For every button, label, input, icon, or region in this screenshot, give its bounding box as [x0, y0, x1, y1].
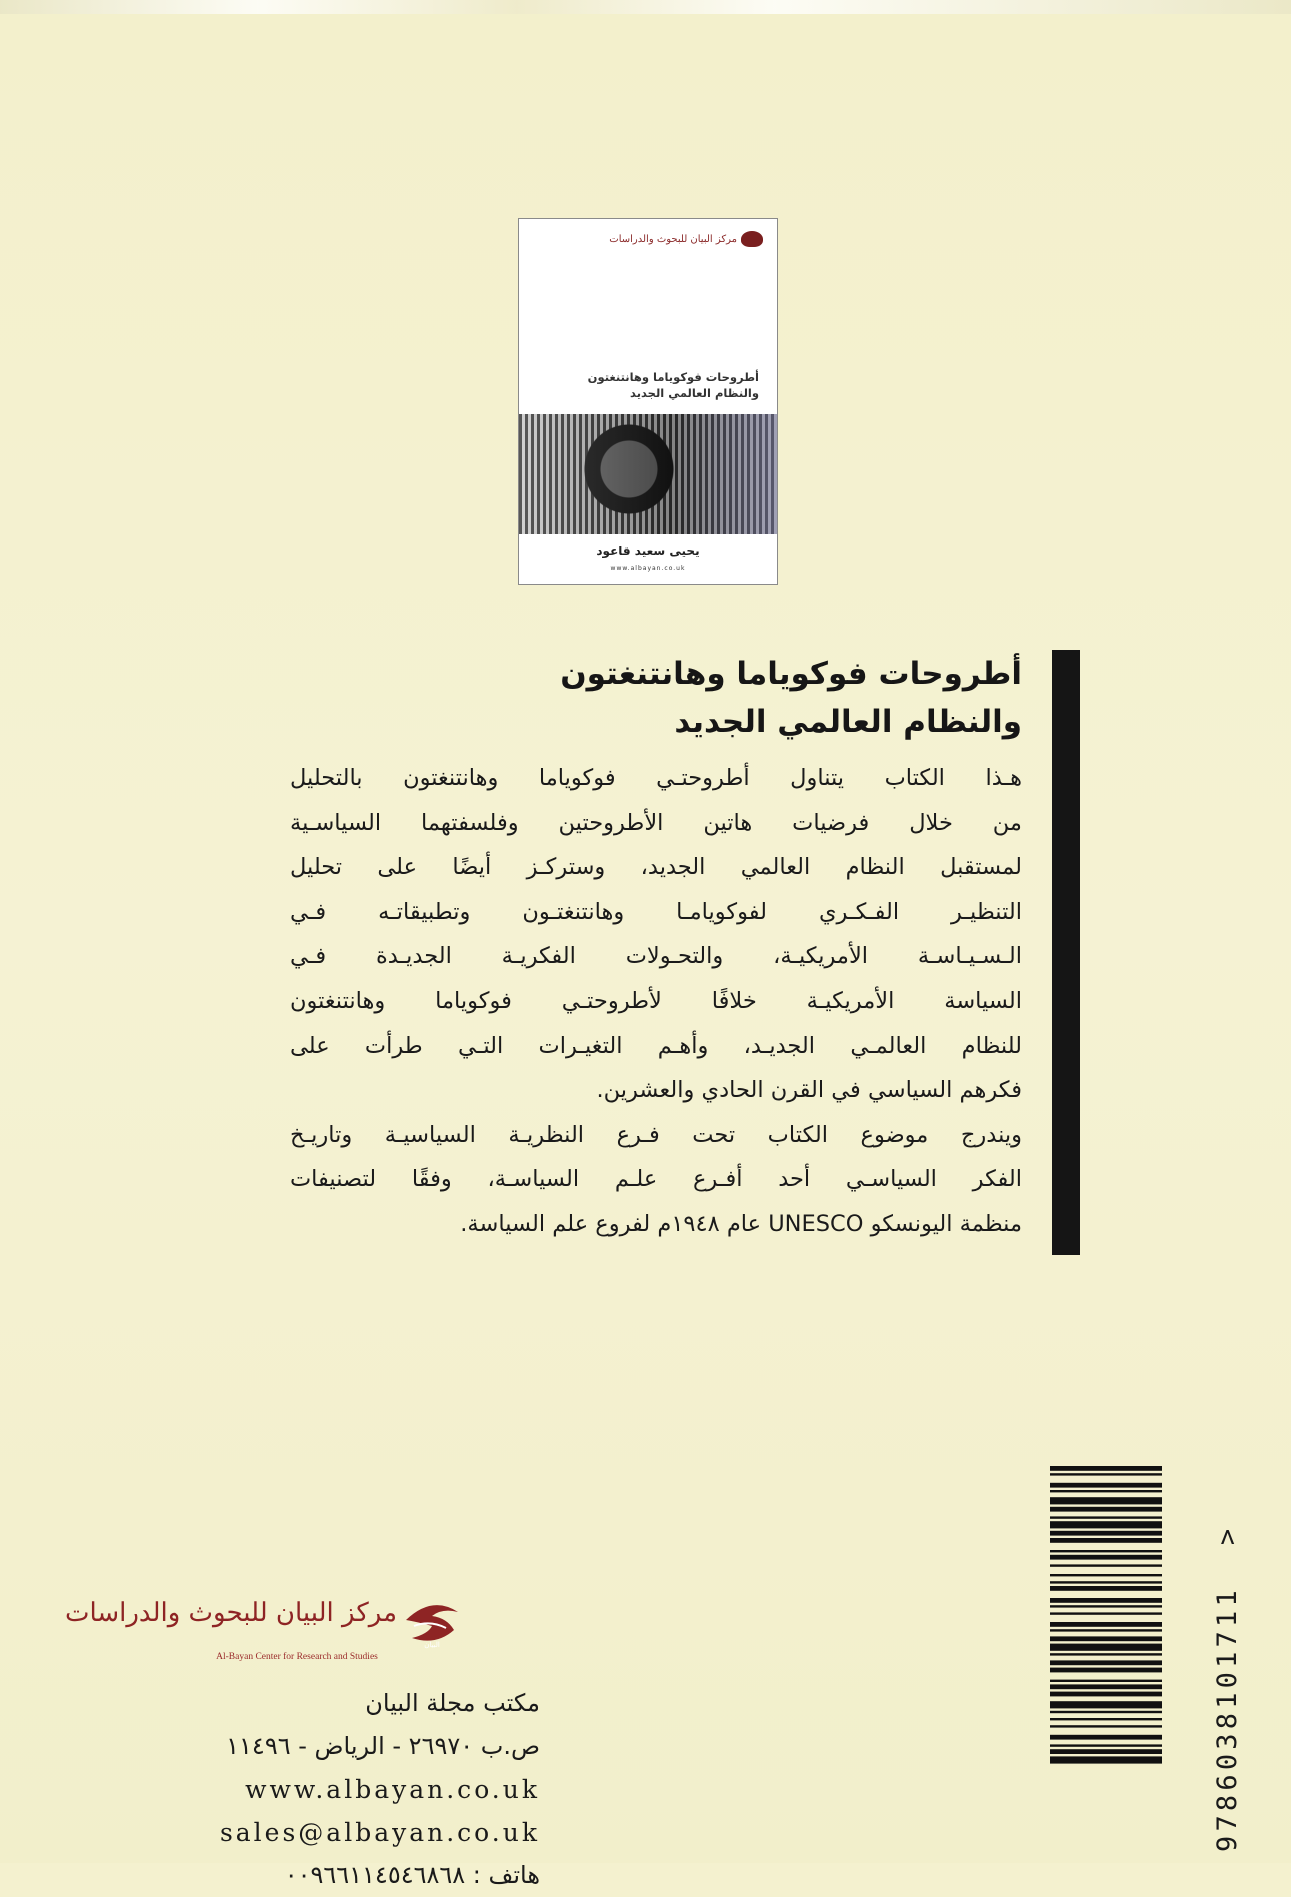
barcode-bar — [1050, 1644, 1162, 1651]
publisher-phone: هاتف : ٠٠٩٦٦١١٤٥٤٦٨٦٨ — [284, 1861, 540, 1889]
barcode-bar — [1050, 1581, 1162, 1583]
publisher-logo-arabic: مركز البيان للبحوث والدراسات — [64, 1598, 397, 1628]
barcode-bar — [1050, 1497, 1162, 1504]
barcode-bar — [1050, 1711, 1162, 1713]
publisher-logo — [64, 1590, 462, 1670]
blurb-line: منظمة اليونسكو UNESCO عام ١٩٤٨م لفروع علم السياسة. — [460, 1210, 1022, 1237]
publisher-name: مكتب مجلة البيان — [365, 1689, 540, 1717]
publisher-website-link[interactable]: www.albayan.co.uk — [245, 1775, 540, 1804]
barcode-bar — [1050, 1473, 1162, 1475]
isbn-digits — [1168, 1462, 1243, 1852]
blurb-line: من خلال فرضيات هاتين الأطروحتين وفلسفتهما السياسـية — [290, 809, 1022, 836]
svg-text:البيان: البيان — [424, 1641, 440, 1649]
thumbnail-author: يحيى سعيد قاعود — [596, 544, 700, 558]
thumbnail-website: www.albayan.co.uk — [610, 565, 686, 572]
publisher-email-link[interactable]: sales@albayan.co.uk — [219, 1818, 540, 1847]
blurb-line: الـسـيـاسـة الأمريكيـة، والتحـولات الفكريـة الجديـدة فـي — [290, 943, 1022, 970]
barcode-bar — [1050, 1516, 1162, 1518]
po-box: ص.ب ٢٦٩٧٠ - الرياض - ١١٤٩٦ — [226, 1732, 540, 1760]
barcode-bar — [1050, 1660, 1162, 1665]
barcode-bar — [1050, 1612, 1162, 1614]
thumbnail-title-line-2: والنظام العالمي الجديد — [630, 386, 759, 400]
blurb-line: التنظيـر الفـكـري لفوكويامـا وهانتنغتـون وتطبيقاتـه فـي — [290, 898, 1022, 925]
barcode-bar — [1050, 1725, 1162, 1727]
blurb-line: هـذا الكتاب يتناول أطروحتـي فوكوياما وهانتنغتون بالتحليل — [290, 765, 1022, 791]
barcode-bar — [1050, 1680, 1162, 1682]
blurb-line: السياسة الأمريكيـة خلافًا لأطروحتـي فوكوياما وهانتنغتون — [290, 987, 1022, 1014]
thumbnail-title-line-1: أطروحات فوكوياما وهانتنغتون — [587, 370, 759, 384]
barcode-bar — [1050, 1756, 1162, 1763]
barcode-bar — [1050, 1574, 1162, 1576]
barcode-bar — [1050, 1550, 1162, 1552]
barcode-bar — [1050, 1735, 1162, 1740]
publisher-emblem-icon — [402, 1590, 462, 1650]
barcode-bar — [1050, 1564, 1162, 1566]
barcode-bar — [1050, 1483, 1162, 1488]
blurb-line: للنظام العالمـي الجديـد، وأهـم التغيـرات التـي طرأت على — [290, 1032, 1022, 1059]
barcode-bar — [1050, 1692, 1162, 1697]
barcode-bar — [1050, 1653, 1162, 1655]
decorative-side-bar — [1052, 650, 1080, 1255]
barcode-bar — [1050, 1749, 1162, 1754]
thumbnail-logo-text: مركز البيان للبحوث والدراسات — [609, 233, 737, 245]
blurb-line: ويندرج موضوع الكتاب تحت فـرع النظريـة السياسيـة وتاريـخ — [290, 1121, 1022, 1148]
blurb-line: الفكر السياسـي أحد أفـرع علـم السياسـة، وفقًا لتصنيفات — [290, 1166, 1022, 1193]
blurb — [290, 650, 1022, 1247]
barcode-bar — [1050, 1605, 1162, 1607]
barcode-bar — [1050, 1521, 1162, 1528]
book-title-line-1: أطروحات فوكوياما وهانتنغتون — [560, 656, 1022, 692]
barcode-bar — [1050, 1586, 1162, 1591]
barcode-bar — [1050, 1490, 1162, 1492]
blurb-line: فكرهم السياسي في القرن الحادي والعشرين. — [596, 1077, 1022, 1104]
barcode-bar — [1050, 1555, 1162, 1560]
barcode-bar — [1050, 1744, 1162, 1746]
barcode-bar — [1050, 1538, 1162, 1543]
barcode-bar — [1050, 1598, 1162, 1603]
barcode-bar — [1050, 1701, 1162, 1708]
book-title-line-2: والنظام العالمي الجديد — [674, 704, 1022, 740]
barcode-bar — [1050, 1466, 1162, 1471]
publisher-contact — [120, 1682, 540, 1897]
publisher-logo-icon — [741, 231, 763, 247]
barcode-bar — [1050, 1684, 1162, 1689]
barcode-bar — [1050, 1622, 1162, 1627]
isbn-number: 9786038101711 > — [1212, 1524, 1243, 1852]
blurb-body — [290, 756, 1022, 1247]
barcode-bar — [1050, 1629, 1162, 1631]
publisher-logo-english: Al-Bayan Center for Research and Studies — [216, 1652, 378, 1662]
globe-image — [519, 414, 777, 534]
barcode-bar — [1050, 1531, 1162, 1536]
thumbnail-logo — [609, 231, 763, 247]
thumbnail-title — [529, 369, 759, 401]
blurb-line: لمستقبل النظام العالمي الجديد، وستركـز أيضًا على تحليل — [290, 854, 1022, 881]
cover-thumbnail — [518, 218, 778, 585]
barcode-bar — [1050, 1718, 1162, 1720]
barcode-bar — [1050, 1668, 1162, 1673]
page-top-edge — [0, 0, 1291, 14]
barcode-bar — [1050, 1507, 1162, 1512]
barcode-bar — [1050, 1636, 1162, 1641]
